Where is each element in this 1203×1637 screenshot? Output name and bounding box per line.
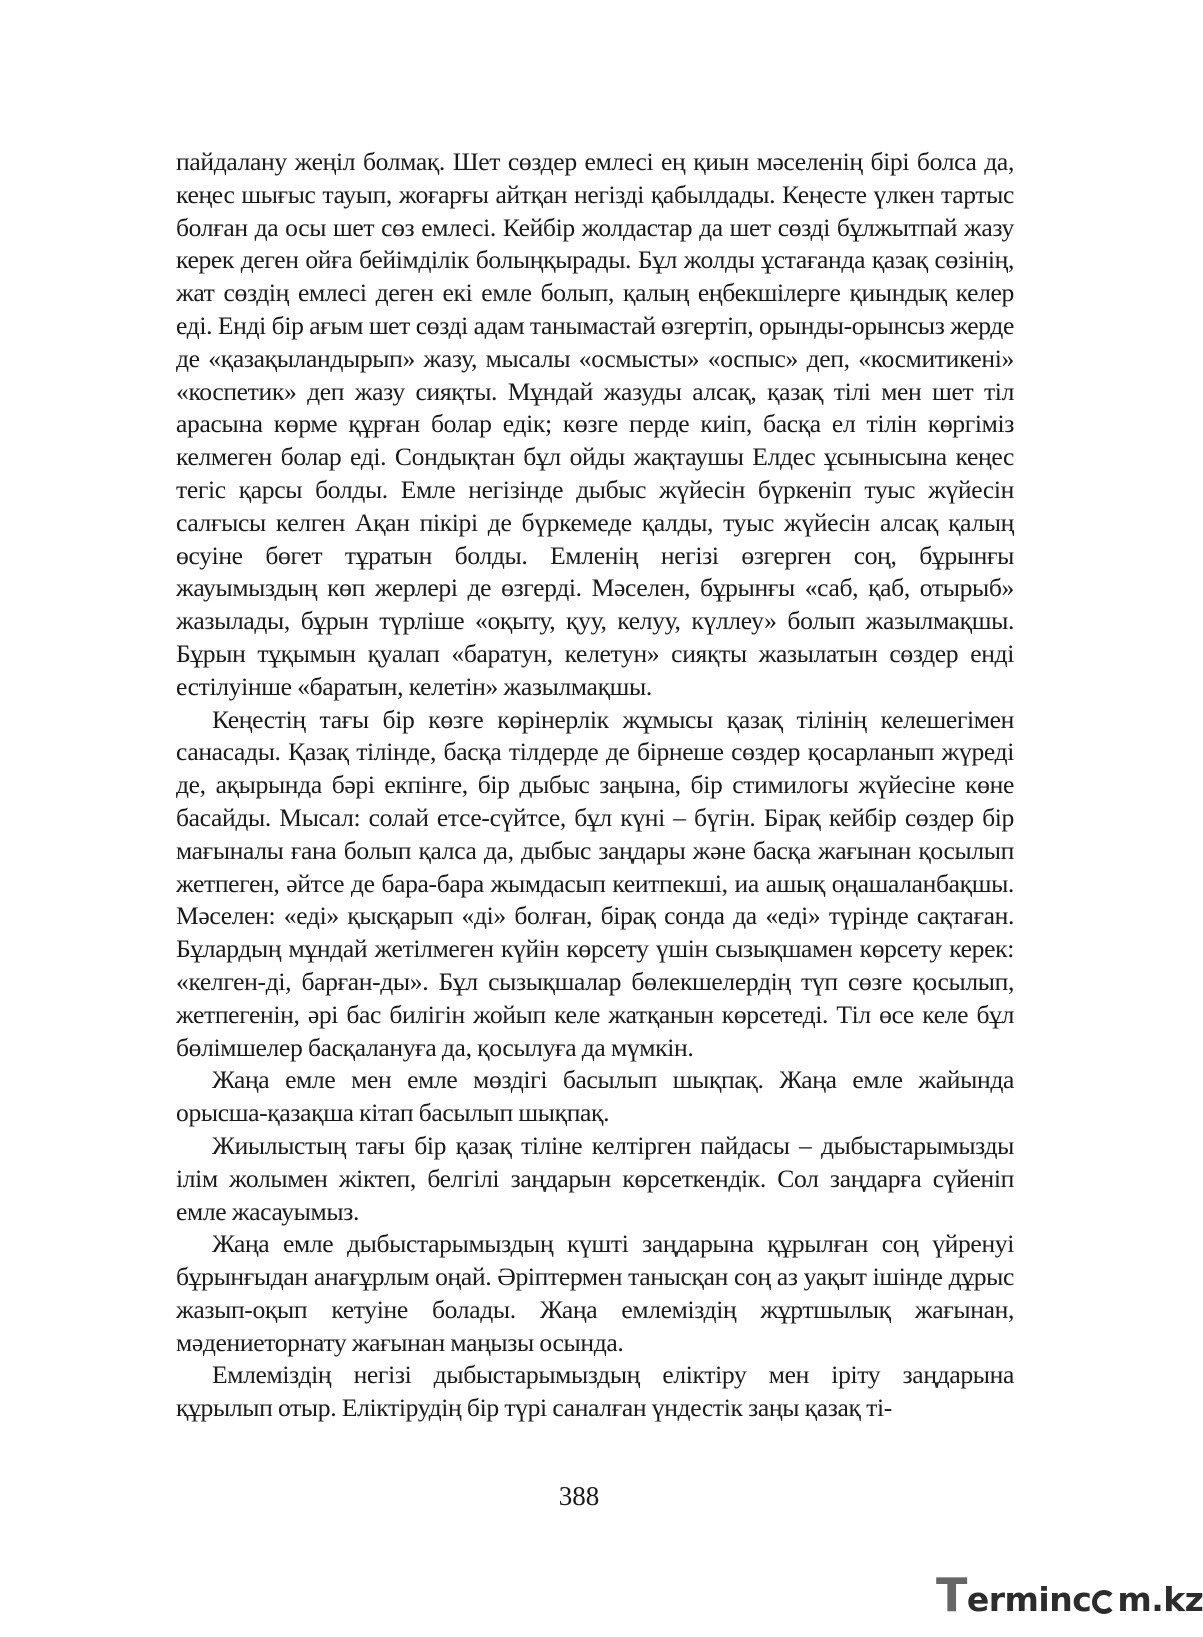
watermark-letter: T bbox=[936, 1568, 967, 1622]
paragraph: Жаңа емле дыбыстарымыздың күшті заңдарына құрылған соң үйренуі бұрынғыдан анағұрлым оңай. Әріптермен танысқан соң аз уақыт ішінде дұрыс жазып-оқып кетуіне болады. Жаңа емлеміздің жұртшылық жағынан, мәдениеторнату жағынан маңызы осында. bbox=[176, 1229, 1014, 1357]
page-number: 388 bbox=[558, 1481, 600, 1511]
paragraph: Жаңа емле мен емле мөздігі басылып шықпақ. Жаңа емле жайында орысша-қазақша кітап басылып шықпақ. bbox=[176, 1065, 1014, 1128]
watermark-o-icon bbox=[1092, 1590, 1116, 1614]
termincom-watermark-logo bbox=[936, 1568, 1203, 1622]
page-body bbox=[176, 146, 1014, 1425]
watermark-text-domain: m.kz bbox=[1117, 1580, 1203, 1619]
paragraph: Емлеміздің негізі дыбыстарымыздың еліктіру мен іріту заңдарына құрылып отыр. Еліктірудің бір түрі саналған үндестік заңы қазақ ті- bbox=[176, 1360, 1014, 1423]
paragraph: пайдалану жеңіл болмақ. Шет сөздер емлесі ең қиын мәселенің бірі болса да, кеңес шығыс тауып, жоғарғы айтқан негізді қабылдады. Кеңесте үлкен тартыс болған да осы шет сөз емлесі. Кейбір жолдастар да шет сөзді бұлжытпай жазу керек деген ойға бейімділік болыңқырады. Бұл жолды ұстағанда қазақ сөзінің, жат сөздің емлесі деген екі емле болып, қалың еңбекшілерге қиындық келер еді. Енді бір ағым шет сөзді адам танымастай өзгертіп, орынды-орынсыз жерде де «қазақыландырып» жазу, мысалы «осмысты» «оспыс» деп, «космитикені» «коспетик» деп жазу сияқты. Мұндай жазуды алсақ, қазақ тілі мен шет тіл арасына көрме құрған болар едік; көзге перде киіп, басқа ел тілін көргіміз келмеген болар еді. Сондықтан бұл ойды жақтаушы Елдес ұсынысына кеңес тегіс қарсы болды. Емле негізінде дыбыс жүйесін бүркеніп туыс жүйесін салғысы келген Ақан пікірі де бүркемеде қалды, туыс жүйесін алсақ қалың өсуіне бөгет тұратын болды. Емленің негізі өзгерген соң, бұрынғы жауымыздың көп жерлері де өзгерді. Мәселен, бұрынғы «саб, қаб, отырыб» жазылады, бұрын түрліше «оқыту, қуу, келуу, күллеу» болып жазылмақшы. Бұрын тұқымын қуалап «баратун, келетун» сияқты жазылатын сөздер енді естілуінше «баратын, келетін» жазылмақшы. bbox=[176, 147, 1014, 701]
paragraph: Кеңестің тағы бір көзге көрінерлік жұмысы қазақ тілінің келешегімен санасады. Қазақ тілінде, басқа тілдерде де бірнеше сөздер қосарланып жүреді де, ақырында бәрі екпінге, бір дыбыс заңына, бір стимилогы жүйесіне көне басайды. Мысал: солай етсе-сүйтсе, бұл күні – бүгін. Бірақ кейбір сөздер бір мағыналы ғана болып қалса да, дыбыс заңдары және басқа жағынан қосылып жетпеген, әйтсе де бара-бара жымдасып кеитпекші, иа ашық оңашаланбақшы. Мәселен: «еді» қысқарып «ді» болған, бірақ сонда да «еді» түрінде сақтаған. Бұлардың мұндай жетілмеген күйін көрсету үшін сызықшамен көрсету керек: «келген-ді, барған-ды». Бұл сызықшалар бөлекшелердің түп сөзге қосылып, жетпегенін, әрі бас билігін жойып келе жатқанын көрсетеді. Тіл өсе келе бұл бөлімшелер басқалануға да, қосылуға да мүмкін. bbox=[176, 704, 1014, 1062]
paragraph: Жиылыстың тағы бір қазақ тіліне келтірген пайдасы – дыбыстарымызды ілім жолымен жіктеп, белгілі заңдарын көрсеткендік. Сол заңдарға сүйеніп емле жасауымыз. bbox=[176, 1130, 1014, 1226]
watermark-text: erminc bbox=[966, 1580, 1092, 1619]
